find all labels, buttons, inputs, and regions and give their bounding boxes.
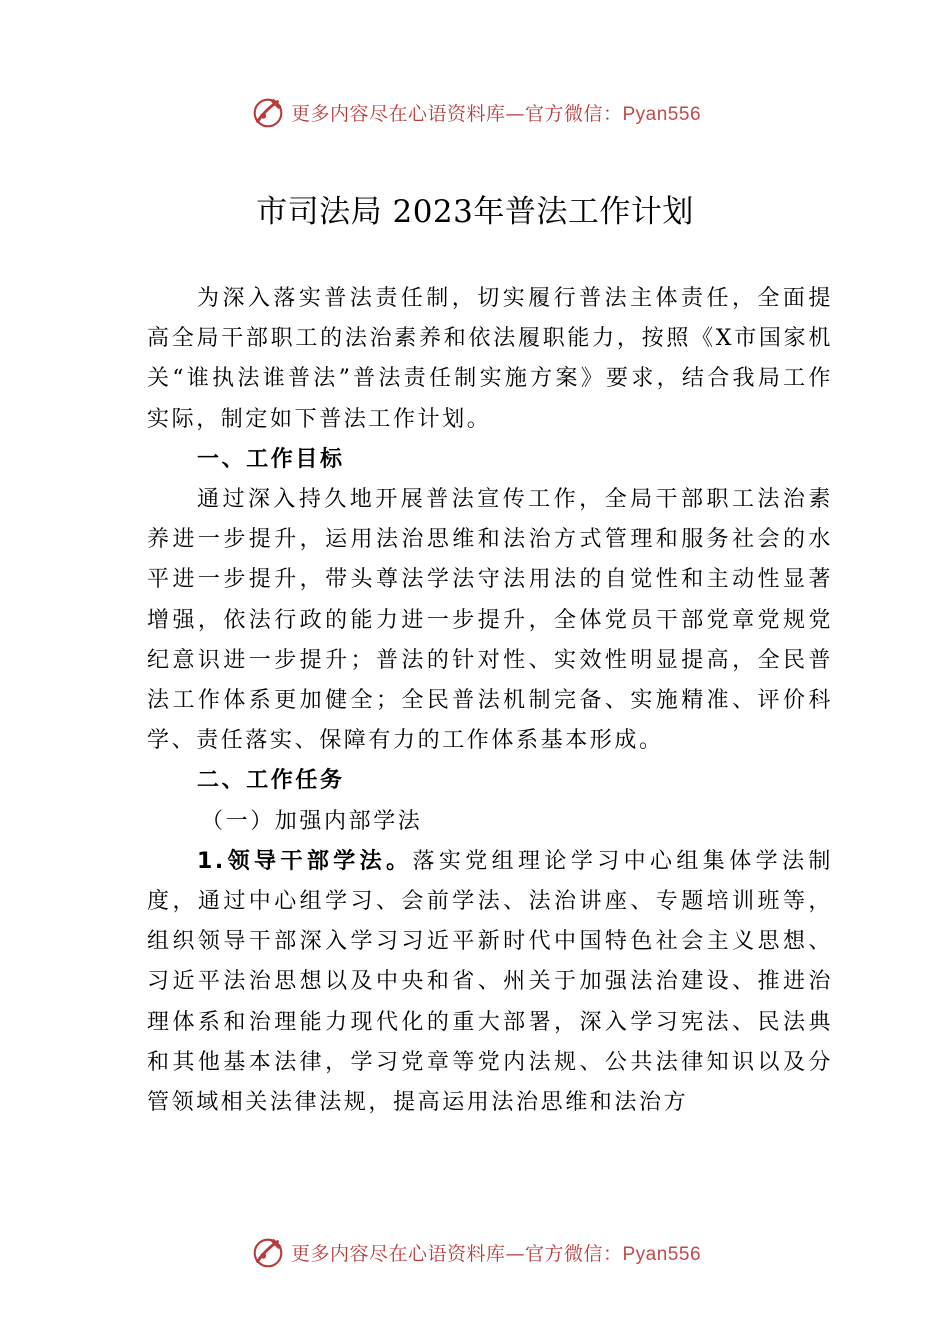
section-heading-goals: 一、工作目标 — [197, 446, 345, 472]
watermark-slogan: 更多内容尽在心语资料库 — [290, 102, 506, 125]
header-watermark — [0, 92, 950, 132]
document-title: 市司法局 2023年普法工作计划 — [256, 194, 694, 230]
item-leaders-study — [147, 842, 833, 1123]
pen-seal-icon — [249, 1233, 287, 1271]
section-heading-tasks: 二、工作任务 — [197, 768, 345, 794]
watermark-dash: — — [505, 102, 525, 125]
item-leaders-study-lead: 1.领导干部学法。 — [197, 848, 413, 874]
pen-seal-icon — [249, 93, 287, 131]
watermark-text — [291, 99, 701, 126]
footer-watermark — [0, 1232, 950, 1272]
watermark-dash: — — [505, 1242, 525, 1265]
watermark-wechat-label: 官方微信： — [524, 1242, 623, 1265]
watermark-wechat-id: Pyan556 — [622, 1243, 702, 1265]
watermark-text — [291, 1239, 701, 1266]
document-body — [147, 279, 833, 1123]
subsection-heading-internal-study: （一）加强内部学法 — [201, 808, 423, 834]
intro-paragraph: 为深入落实普法责任制，切实履行普法主体责任，全面提高全局干部职工的法治素养和依法履职能力，按照《X市国家机关“谁执法谁普法”普法责任制实施方案》要求，结合我局工作实际，制定如下普法工作计划。 — [147, 286, 833, 432]
item-leaders-study-body: 落实党组理论学习中心组集体学法制度，通过中心组学习、会前学法、法治讲座、专题培训班等， 组织领导干部深入学习习近平新时代中国特色社会主义思想、习近平法治思想以及中央和省、州关于加强法治建设、推进治理体系和治理能力现代化的重大部署，深入学习宪法、民法典和其他基本法律，学习党章等党内法规、公共法律知识以及分管领域相关法律法规，提高运用法治思维和法治方 — [147, 848, 833, 1116]
goals-paragraph: 通过深入持久地开展普法宣传工作，全局干部职工法治素养进一步提升，运用法治思维和法治方式管理和服务社会的水平进一步提升，带头尊法学法守法用法的自觉性和主动性显著增强，依法行政的能力进一步提升，全体党员干部党章党规党纪意识进一步提升；普法的针对性、实效性明显提高，全民普法工作体系更加健全；全民普法机制完备、实施精准、评价科学、责任落实、保障有力的工作体系基本形成。 — [147, 487, 833, 754]
watermark-wechat-id: Pyan556 — [622, 103, 702, 125]
watermark-slogan: 更多内容尽在心语资料库 — [290, 1242, 506, 1265]
watermark-wechat-label: 官方微信： — [524, 102, 623, 125]
